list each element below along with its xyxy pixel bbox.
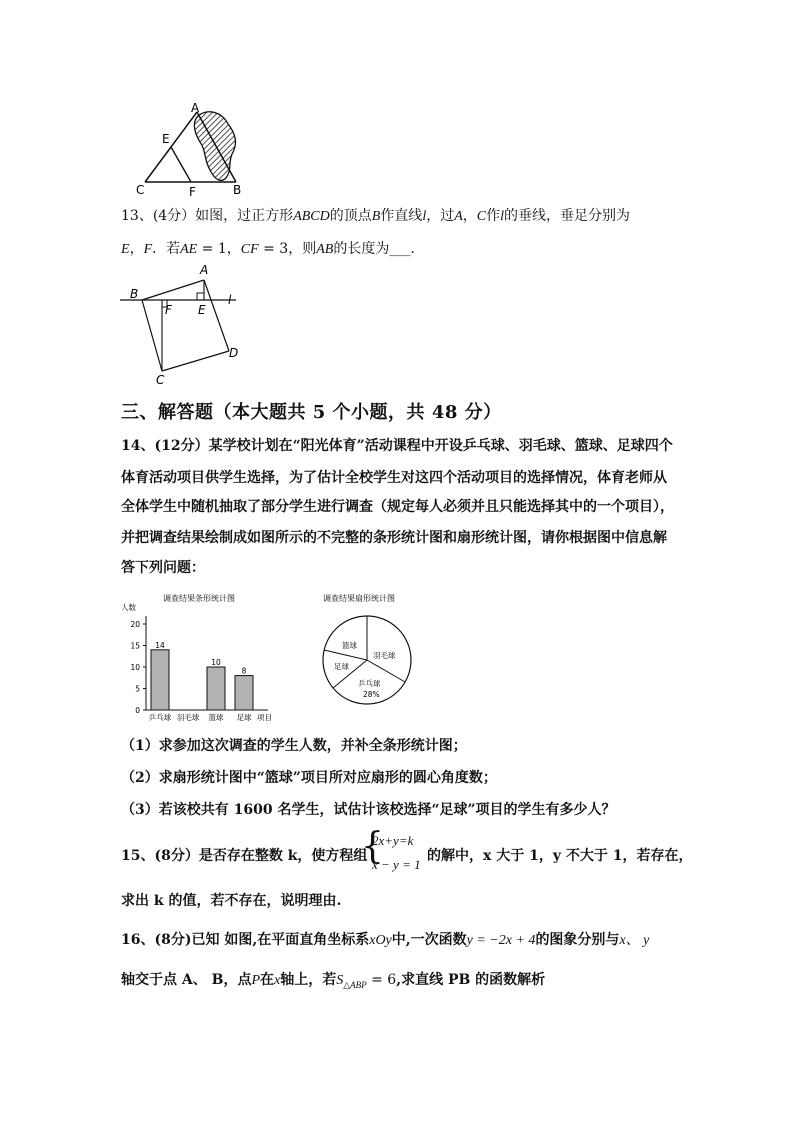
q16-text: 轴上，若	[280, 972, 337, 988]
q13-text: 13、(4分）如图，过正方形	[121, 208, 294, 224]
q16-text: = 6	[366, 972, 397, 988]
label-B: B	[233, 183, 242, 196]
q13-text: = 1，	[197, 241, 241, 257]
q15-brace: {	[361, 826, 384, 867]
y-axis-label: 人数	[121, 603, 136, 612]
q16-line2	[121, 972, 545, 993]
q13-text: 作直线	[380, 208, 423, 224]
q14-sub3: （3）若该校共有 1600 名学生，试估计该校选择“足球”项目的学生有多少人？	[121, 802, 616, 818]
q13-line2	[121, 241, 415, 258]
pie-chart	[315, 590, 425, 715]
y-tick-label: 20	[130, 620, 140, 629]
q16-text: 轴交于点 A、 B，点	[121, 972, 252, 988]
q13-var-AB: AB	[316, 242, 334, 257]
pie-label-pingpong-pct: 28%	[363, 690, 380, 699]
q13-text: ，过	[426, 208, 455, 224]
x-tick-label: 足球	[236, 713, 252, 722]
q13-text: ．若	[152, 241, 181, 257]
q16-var-x: x	[274, 973, 281, 988]
section-3-heading: 三、解答题（本大题共 5 个小题，共 48 分）	[121, 402, 502, 423]
q16-text: 的图象分别与	[535, 932, 620, 948]
q13-var-l: l	[422, 209, 427, 224]
q13-text: = 3，则	[258, 241, 317, 257]
q16-var-S: S	[336, 973, 344, 988]
label-E: E	[162, 132, 170, 146]
label-l: l	[228, 293, 232, 307]
pie-label-pingpong: 乒乓球	[358, 679, 381, 688]
q14-line: 体育活动项目供学生选择，为了估计全校学生对这四个活动项目的选择情况，体育老师从	[121, 470, 667, 486]
q15-prefix: 15、(8分）是否存在整数 k，使方程组	[121, 848, 368, 864]
q15-suffix: 的解中，x 大于 1，y 不大于 1，若存在，	[427, 848, 693, 864]
q15-line2: 求出 k 的值，若不存在，说明理由.	[121, 893, 342, 909]
q13-text: ，	[129, 241, 144, 257]
q14-line: 答下列问题：	[121, 560, 205, 576]
q13-var-AE: AE	[180, 242, 198, 257]
bar-data-label: 14	[155, 640, 165, 650]
q16-text: ,求直线 PB 的函数解析	[396, 972, 546, 988]
q13-var-l: l	[500, 209, 504, 224]
x-tick-label: 乒乓球	[148, 713, 172, 722]
y-tick-label: 15	[130, 641, 140, 651]
q13-var-F: F	[143, 242, 153, 257]
label-C: C	[136, 183, 145, 196]
q13-var-C: C	[476, 209, 487, 224]
q16-line1	[121, 932, 649, 949]
q15-eq2: x − y = 1	[372, 857, 421, 872]
q13-text: 作	[486, 208, 501, 224]
y-tick-label: 5	[135, 684, 140, 694]
pie-label-badminton: 羽毛球	[373, 651, 396, 660]
q16-text: 在	[260, 972, 275, 988]
q16-var-xOy: xOy	[369, 933, 392, 948]
pie-chart-title: 调查结果扇形统计图	[323, 594, 395, 603]
q13-var-A: A	[454, 209, 463, 224]
q13-text: ，	[462, 208, 477, 224]
bar-data-label: 10	[211, 658, 221, 667]
label-A: A	[191, 101, 200, 115]
q16-text: 中,一次函数	[391, 932, 467, 948]
q13-text: 的顶点	[329, 208, 372, 224]
bar-chart-title: 调查结果条形统计图	[163, 594, 235, 603]
q16-text: 16、(8分)已知 如图,在平面直角坐标系	[121, 932, 370, 948]
label-F: F	[189, 185, 196, 196]
q14-sub1: （1）求参加这次调查的学生人数，并补全条形统计图；	[121, 738, 467, 754]
q16-var-P: P	[251, 973, 261, 988]
y-tick-label: 0	[135, 706, 140, 715]
q14-sub2: （2）求扇形统计图中“篮球”项目所对应扇形的圆心角度数；	[121, 770, 497, 786]
q14-line: 全体学生中随机抽取了部分学生进行调查（规定每人必须并且只能选择其中的一个项目），	[121, 499, 674, 515]
q13-var-ABCD: ABCD	[293, 209, 330, 224]
q16-subscript: △ABP	[343, 979, 367, 990]
q15-eq1: 2x+y=k	[372, 833, 414, 848]
x-tick-label: 羽毛球	[176, 713, 200, 722]
fig12-diagram	[130, 98, 260, 196]
q13-var-CF: CF	[240, 242, 259, 257]
bar	[207, 667, 225, 710]
q13-text: .	[410, 241, 415, 257]
label-E: E	[198, 303, 206, 317]
q13-line1	[121, 208, 630, 225]
q13-var-E: E	[121, 242, 130, 257]
q16-equation: y = −2x + 4	[466, 933, 536, 948]
label-A: A	[200, 263, 209, 277]
bar	[235, 676, 253, 710]
pie-label-basketball: 篮球	[342, 641, 357, 650]
q13-answer-blank: ___	[389, 241, 411, 257]
bar	[151, 650, 169, 710]
bar-chart	[118, 590, 288, 730]
bar-data-label: 8	[241, 666, 247, 676]
label-B: B	[130, 287, 139, 301]
fig13-diagram	[118, 262, 248, 388]
y-tick-label: 10	[130, 663, 140, 672]
q13-text: 的长度为	[333, 241, 390, 257]
label-F: F	[165, 303, 172, 317]
x-tick-label: 篮球	[208, 713, 224, 722]
q13-text: 的垂线，垂足分别为	[504, 208, 630, 224]
q14-line: 并把调查结果绘制成如图所示的不完整的条形统计图和扇形统计图，请你根据图中信息解	[121, 530, 667, 546]
q13-var-B: B	[371, 209, 381, 224]
label-C: C	[156, 373, 165, 387]
q14-line: 14、(12分）某学校计划在“阳光体育”活动课程中开设乒乓球、羽毛球、篮球、足球四个	[121, 438, 673, 454]
pie-label-football: 足球	[334, 662, 349, 671]
label-D: D	[229, 346, 239, 360]
q16-var-xy: x、 y	[619, 933, 650, 948]
x-axis-label: 项目	[257, 713, 272, 722]
